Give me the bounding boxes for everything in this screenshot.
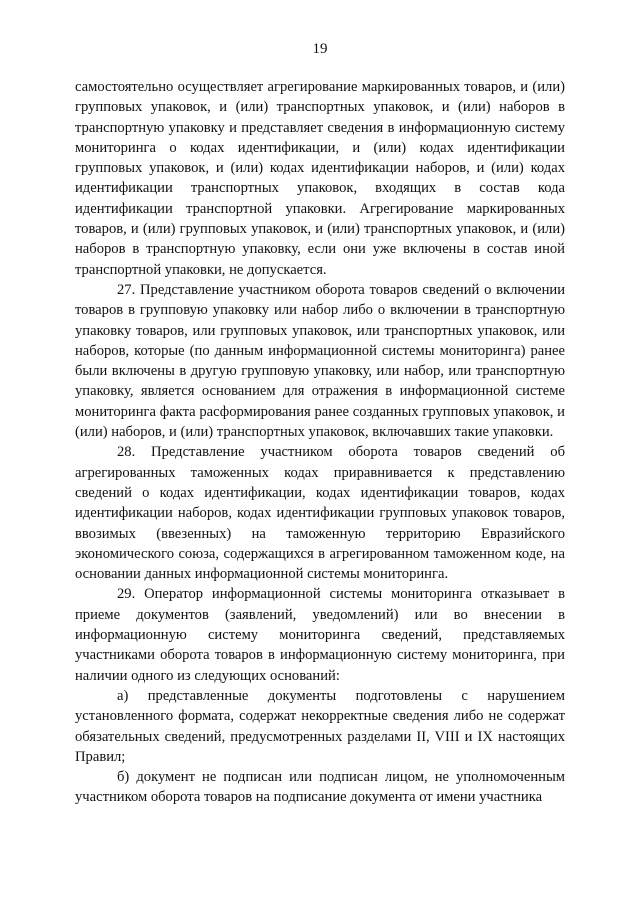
document-body	[75, 77, 565, 808]
page-number: 19	[312, 41, 328, 57]
paragraph-item-28: 28. Представление участником оборота товаров сведений об агрегированных таможенных кодах приравнивается к представлению сведений о кодах идентификации, кодах идентификации товаров, кодах идентификации наборов, кодах идентификации групповых упаковок товаров, ввозимых (ввезенных) на таможенную территорию Евразийского экономического союза, содержащихся в агрегированном таможенном коде, на основании данных информационной системы мониторинга.	[75, 444, 565, 583]
paragraph-item-29-b: б) документ не подписан или подписан лицом, не уполномоченным участником оборота товаров на подписание документа от имени участника	[75, 769, 565, 806]
paragraph-continuation: самостоятельно осуществляет агрегирование маркированных товаров, и (или) групповых упаковок, и (или) транспортных упаковок, и (или) наборов в транспортную упаковку и представляет сведения в информационную систему мониторинга о кодах идентификации, и (или) кодах идентификации групповых упаковок, и (или) кодах идентификации наборов, и (или) кодах идентификации транспортных упаковок, входящих в состав кода идентификации транспортной упаковки. Агрегирование маркированных товаров, и (или) групповых упаковок, и (или) транспортных упаковок, и (или) наборов в транспортную упаковку, если они уже включены в состав иной транспортной упаковки, не допускается.	[75, 79, 565, 278]
paragraph-item-27: 27. Представление участником оборота товаров сведений о включении товаров в групповую упаковку или набор либо о включении в транспортную упаковку товаров, или групповых упаковок, или транспортных упаковок, или наборов, которые (по данным информационной системы мониторинга) ранее были включены в другую групповую упаковку, или набор, или транспортную упаковку, является основанием для отражения в информационной системе мониторинга факта расформирования ранее созданных групповых упаковок, и (или) наборов, и (или) транспортных упаковок, включавших такие упаковки.	[75, 281, 565, 441]
paragraph-item-29: 29. Оператор информационной системы мониторинга отказывает в приеме документов (заявлений, уведомлений) или во внесении в информационную систему мониторинга сведений, представляемых участниками оборота товаров в информационную систему мониторинга, при наличии одного из следующих оснований:	[75, 586, 565, 684]
paragraph-item-29-a: а) представленные документы подготовлены с нарушением установленного формата, содержат некорректные сведения либо не содержат обязательных сведений, предусмотренных разделами II, VIII и IX настоящих Правил;	[75, 687, 565, 765]
